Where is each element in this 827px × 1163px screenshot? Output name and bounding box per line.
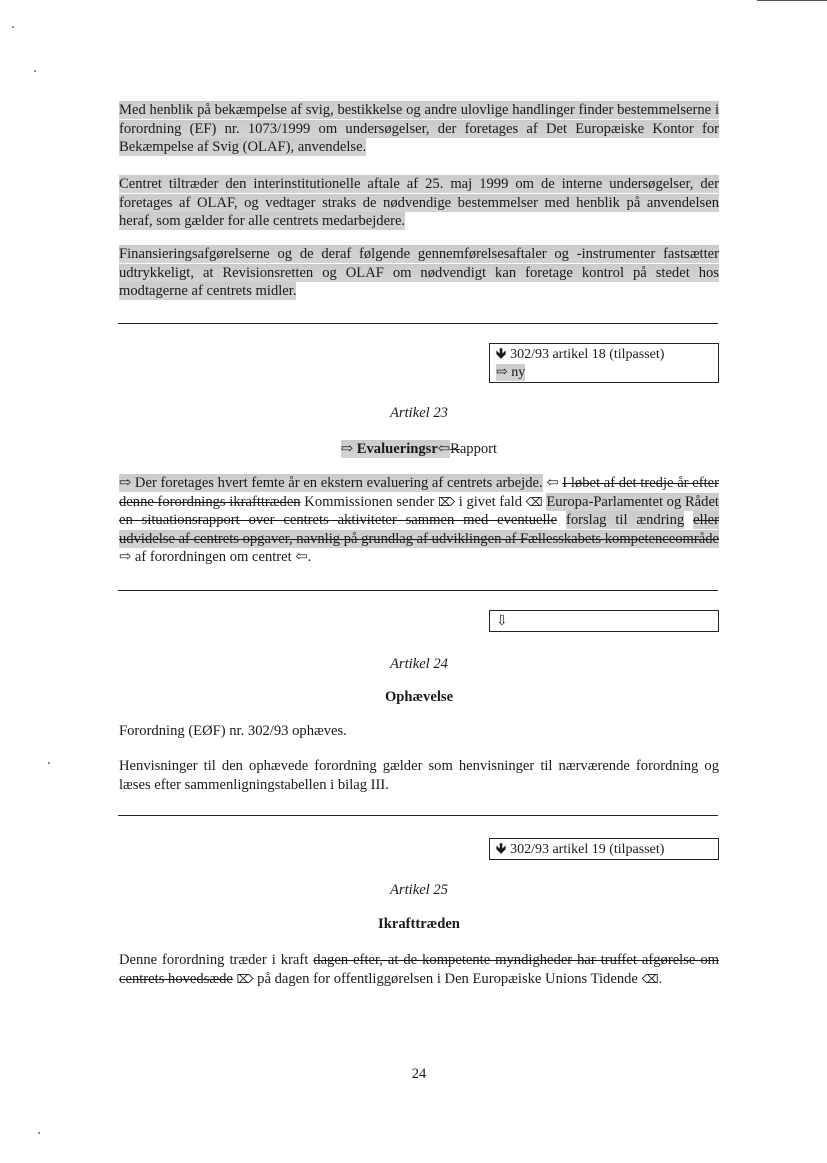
source-reference-box bbox=[489, 610, 719, 632]
section-divider bbox=[118, 323, 718, 324]
highlighted-text: Med henblik på bekæmpelse af svig, bestikkelse og andre ulovlige handlinger finder bestemmelserne i forordning (EF) nr. 1073/1999 om undersøgelser, der foretages af Det Europæiske Kontor for Bekæmpelse af Svig (OLAF), anvendelse. bbox=[119, 102, 719, 156]
deleted-text: dagen efter, at de kompetente myndigheder har truffet afgørelse om centrets hovedsæde bbox=[119, 952, 720, 987]
inserted-text: Europa-Parlamentet og Rådet bbox=[546, 493, 719, 510]
scan-speck bbox=[38, 1132, 40, 1134]
article-23-label: Artikel 23 bbox=[390, 405, 448, 421]
title-insert-end-marker: ⇦ bbox=[437, 441, 451, 457]
scan-speck bbox=[12, 26, 14, 28]
article-25-label: Artikel 25 bbox=[390, 882, 448, 898]
adapted-end-icon: ⌫ bbox=[525, 494, 543, 509]
page-number: 24 bbox=[411, 1066, 427, 1082]
inserted-text: ⇨ Der foretages hvert femte år en ekstern evaluering af centrets arbejde. bbox=[119, 475, 543, 491]
body-text: ⇨ af forordningen om centret ⇦. bbox=[119, 549, 312, 566]
adapted-start-icon: ⌦ bbox=[438, 494, 456, 509]
adapted-end-icon: ⌫. bbox=[641, 971, 663, 986]
paragraph-financing-decisions bbox=[119, 245, 719, 301]
body-text: i givet fald bbox=[458, 493, 522, 510]
body-text: Kommissionen sender bbox=[304, 493, 435, 510]
down-arrow-icon: 🡻 bbox=[496, 842, 507, 857]
paragraph-olaf-regulation bbox=[119, 101, 719, 157]
article-24-paragraph-1: Forordning (EØF) nr. 302/93 ophæves. bbox=[119, 723, 347, 739]
article-25-title: Ikrafttræden bbox=[378, 916, 460, 932]
deleted-text: eller udvidelse af centrets opgaver, navnlig på grundlag af udviklingen af Fællesskabets kompetenceområde bbox=[119, 512, 720, 547]
down-outline-arrow-icon: ⇩ bbox=[496, 614, 508, 629]
title-inserted-text: ⇨ Evalueringsr bbox=[340, 441, 438, 457]
scan-speck bbox=[48, 762, 50, 764]
article-24-paragraph-2: Henvisninger til den ophævede forordning gælder som henvisninger til nærværende forordning og læses efter sammenligningstabellen i bilag III. bbox=[119, 758, 719, 793]
title-remaining-text: apport bbox=[459, 441, 498, 457]
deleted-text: en situationsrapport over centrets aktiviteter sammen med eventuelle bbox=[119, 512, 558, 529]
deleted-text: I løbet af det tredje år efter denne forordnings ikrafttræden bbox=[119, 475, 719, 510]
reference-text: 302/93 artikel 19 (tilpasset) bbox=[510, 842, 665, 857]
paragraph-interinstitutional-agreement bbox=[119, 175, 719, 231]
body-text: på dagen for offentliggørelsen i Den Europæiske Unions Tidende bbox=[257, 970, 638, 987]
title-deleted-text: R bbox=[450, 441, 460, 457]
inserted-text: forslag til ændring bbox=[565, 512, 685, 529]
adapted-start-icon: ⌦ bbox=[236, 971, 254, 986]
new-marker: ⇨ ny bbox=[496, 365, 526, 380]
body-text: Denne forordning træder i kraft bbox=[119, 952, 309, 968]
highlighted-text: Finansieringsafgørelserne og de deraf følgende gennemførelsesaftaler og -instrumenter fastsætter udtrykkeligt, at Revisionsretten og OLAF om nødvendigt kan foretage kontrol på stedet hos modtagerne af centrets midler. bbox=[119, 246, 719, 300]
reference-text: 302/93 artikel 18 (tilpasset) bbox=[510, 347, 665, 362]
highlighted-text: Centret tiltræder den interinstitutionelle aftale af 25. maj 1999 om de interne undersøgelser, der foretages af OLAF, og vedtager straks de nødvendige bestemmelser med henblik på anvendelsen heraf, som gælder for alle centrets medarbejdere. bbox=[119, 176, 719, 230]
article-25-body bbox=[119, 951, 719, 988]
article-23-title bbox=[119, 440, 719, 458]
scan-edge-line bbox=[757, 0, 827, 1]
section-divider bbox=[118, 815, 718, 816]
section-divider bbox=[118, 590, 718, 591]
source-reference-box bbox=[489, 838, 719, 860]
article-24-title: Ophævelse bbox=[384, 689, 454, 705]
down-arrow-icon: 🡻 bbox=[496, 347, 507, 362]
scan-speck bbox=[34, 70, 36, 72]
article-23-body bbox=[119, 474, 719, 567]
insert-end-marker: ⇦ bbox=[546, 475, 559, 491]
source-reference-box bbox=[489, 343, 719, 383]
article-24-label: Artikel 24 bbox=[390, 656, 448, 672]
